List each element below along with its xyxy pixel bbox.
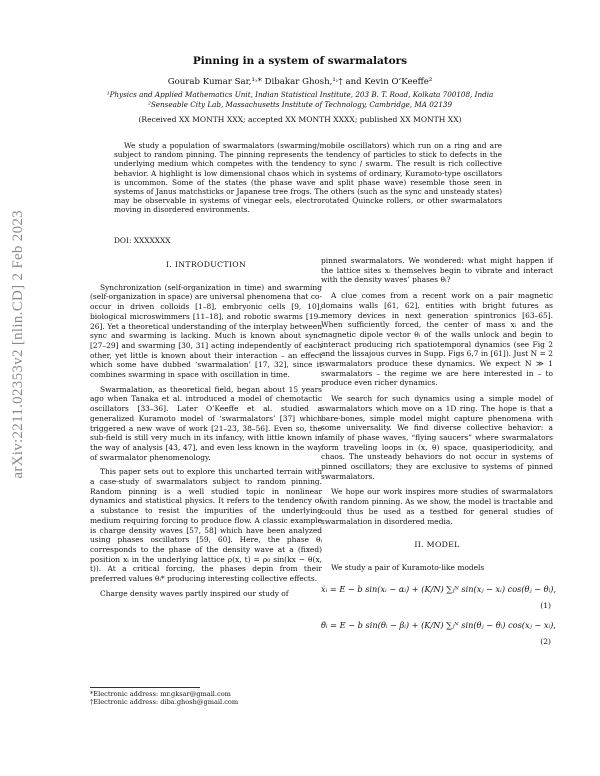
equation-2 <box>321 615 556 646</box>
paragraph: We hope our work inspires more studies of swarmalators with random pinning. As we show, the model is tractable and could thus be used as a testbed for general studies of swarmalation in disordered media. <box>321 487 553 526</box>
equation-2-number: (2) <box>540 636 551 646</box>
affiliation-2: ²Senseable City Lab, Massachusetts Institute of Technology, Cambridge, MA 02139 <box>147 100 453 109</box>
paragraph: We search for such dynamics using a simple model of swarmalators which move on a 1D ring. The hope is that a bare-bones, simple model might capture phenomena with some universality. We find diverse collective behavior: a family of phase waves, “flying saucers” where swarmalators form traveling loops in (x, θ) space, quasiperiodicity, and chaos. The unsteady behaviors do not occur in systems of pinned oscillators; they are exclusive to systems of pinned swarmalators. <box>321 394 553 481</box>
footnote-rule <box>90 687 200 688</box>
footnotes <box>90 690 322 706</box>
footnote-email-2: †Electronic address: diba.ghosh@gmail.com <box>90 698 239 707</box>
right-column <box>321 256 557 651</box>
equation-1 <box>321 579 557 610</box>
paragraph: We study a pair of Kuramoto-like models <box>331 562 485 572</box>
paragraph: A clue comes from a recent work on a pair magnetic domains walls [61, 62], entities with bright futures as memory devices in next generation spintronics [63–65]. When sufficiently forced, the center of mass xᵢ and the magnetic dipole vector θᵢ of the walls unlock and begin to interact producing rich spatiotemporal dynamics (see Fig 2 and the lissajous curves in Supp. Figs 6,7 in [61]). Just N = 2 swarmalators produce these dynamics. We expect N ≫ 1 swarmalators – the regime we are here interested in – to produce even richer dynamics. <box>321 291 553 388</box>
paragraph: Synchronization (self-organization in time) and swarming (self-organization in space) are universal phenomena that co-occur in driven colloids [1–8], embryonic cells [9, 10], biological microswimmers [11–18], and robotic swarms [19–26]. Yet a theoretical understanding of the interplay between sync and swarming is lacking. Much is known about sync [27–29] and swarming [30, 31] acting independently of each other, yet little is known about their interaction – an effect which some have dubbed ‘swarmalation’ [17, 32], since it combines swarming in space with oscillation in time. <box>90 282 322 380</box>
arxiv-side-label: arXiv:2211.02353v2 [nlin.CD] 2 Feb 2023 <box>10 210 26 479</box>
equation-2-expression: θ̇ᵢ = E − b sin(θᵢ − βᵢ) + (K/N) ∑ⱼᴺ sin(θⱼ − θᵢ) cos(xⱼ − xᵢ), <box>321 619 556 630</box>
doi: DOI: XXXXXXX <box>114 236 171 245</box>
equation-1-number: (1) <box>540 600 551 610</box>
equation-1-expression: ẋᵢ = E − b sin(xᵢ − αᵢ) + (K/N) ∑ⱼᴺ sin(xⱼ − xᵢ) cos(θⱼ − θᵢ), <box>321 583 557 594</box>
paragraph: pinned swarmalators. We wondered: what might happen if the lattice sites xᵢ themselves begin to vibrate and interact with the density waves’ phases θᵢ? <box>321 256 553 285</box>
paper-title: Pinning in a system of swarmalators <box>192 55 408 67</box>
section-heading-introduction: I. INTRODUCTION <box>165 260 247 269</box>
affiliation-1: ¹Physics and Applied Mathematics Unit, Indian Statistical Institute, 203 B. T. Road, Kolkata 700108, India <box>106 90 494 99</box>
section-heading-model: II. MODEL <box>414 540 460 550</box>
received-dates: (Received XX MONTH XXX; accepted XX MONTH XXXX; published XX MONTH XX) <box>138 115 462 124</box>
left-column <box>90 256 322 604</box>
paragraph: Charge density waves partly inspired our study of <box>100 588 289 598</box>
paragraph: This paper sets out to explore this uncharted terrain with a case-study of swarmalators subject to random pinning. Random pinning is a well studied topic in nonlinear dynamics and statistical physics. It refers to the tendency of a substance to resist the impurities of the underlying medium requiring forcing to produce flow. A classic example is charge density waves [57, 58] which have been analyzed using phases oscillators [59, 60]. Here, the phase θᵢ corresponds to the phase of the density wave at a (fixed) position xᵢ in the underlying lattice ρ(x, t) = ρ₀ sin(kx − θ(x, t)). At a critical forcing, the phases depin from their preferred values θᵢ* producing interesting collective effects. <box>90 467 322 584</box>
author-list: Gourab Kumar Sar,¹˒* Dibakar Ghosh,¹˒† and Kevin O’Keeffe² <box>167 77 433 87</box>
paragraph: Swarmalation, as theoretical field, began about 15 years ago when Tanaka et al. introduced a model of chemotactic oscillators [33–36]. Later O’Keeffe et al. studied a generalized Kuramoto model of ‘swarmalators’ [37] which triggered a new wave of work [21–23, 38–56]. Even so, the sub-field is still very much in its infancy, with little known in the way of analysis [43, 47], and even less known in the way of swarmalator phenomenology. <box>90 384 322 462</box>
footnote-email-1: *Electronic address: mr.gksar@gmail.com <box>90 690 231 698</box>
abstract: We study a population of swarmalators (swarming/mobile oscillators) which run on a ring and are subject to random pinning. The pinning represents the tendency of particles to stick to defects in the underlying medium which competes with the tendency to sync / swarm. The result is rich collective behavior. A highlight is low dimensional chaos which in systems of ordinary, Kuramoto-type oscillators is uncommon. Some of the states (the phase wave and split phase wave) resemble those seen in systems of Janus matchsticks or Japanese tree frogs. The others (such as the sync and unsteady states) may be observable in systems of vinegar eels, electrorotated Quincke rollers, or other swarmalators moving in disordered environments. <box>114 141 502 215</box>
